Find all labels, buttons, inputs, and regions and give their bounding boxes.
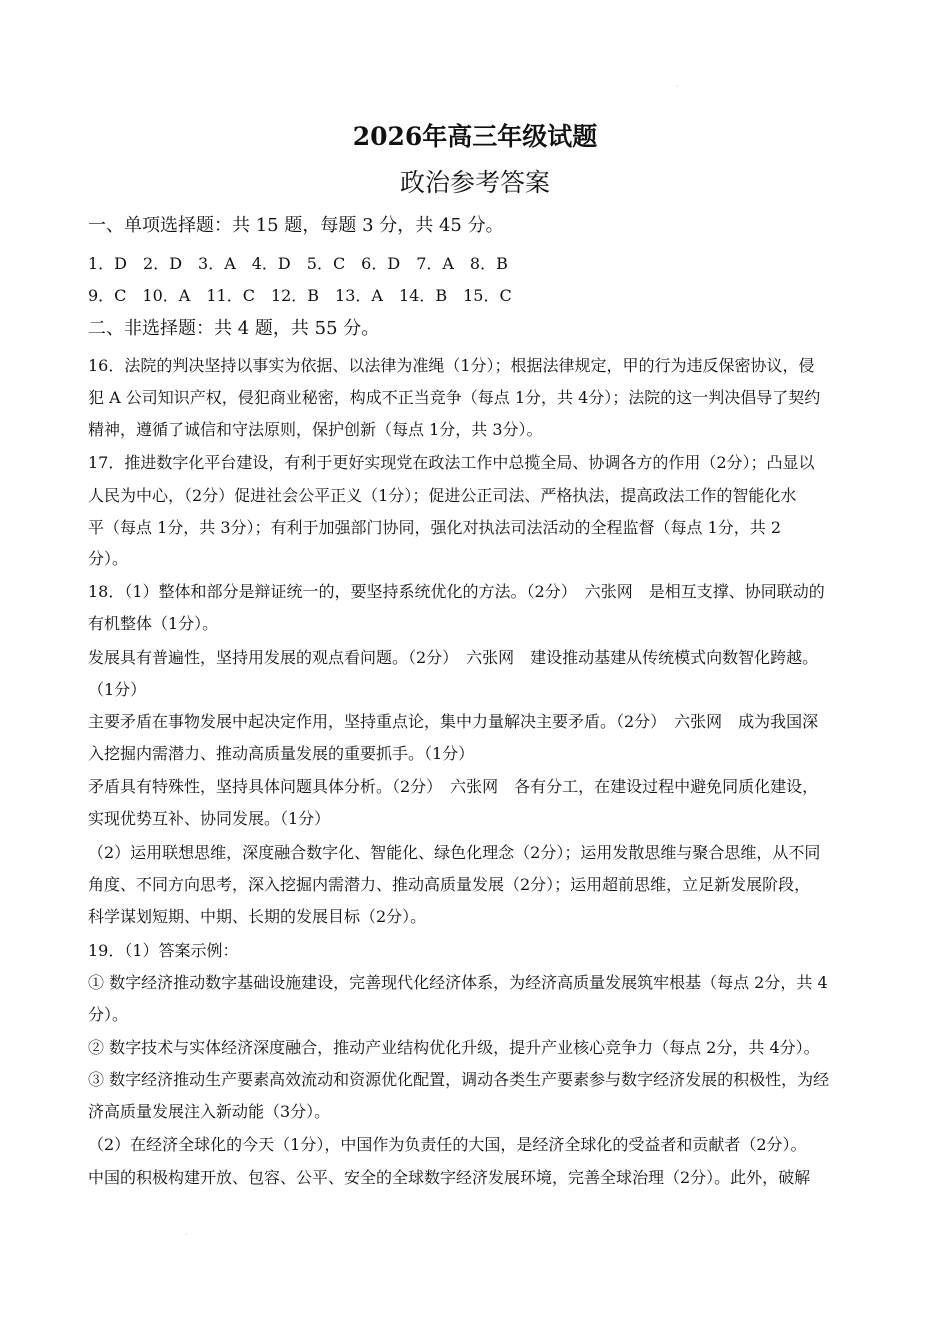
- q18-line: 科学谋划短期、中期、长期的发展目标（2分）。: [88, 907, 427, 926]
- q16-line: 精神，遵循了诚信和守法原则，保护创新（每点 1分，共 3分）。: [88, 420, 543, 439]
- section-heading-choice: 一、单项选择题：共 15 题，每题 3 分，共 45 分。: [88, 215, 504, 236]
- q18-line: 实现优势互补、协同发展。（1分）: [88, 809, 331, 828]
- choice-answers-row: 1．D 2．D 3．A 4．D 5．C 6．D 7．A 8．B: [88, 254, 508, 273]
- choice-answers-row: 9．C 10．A 11．C 12．B 13．A 14．B 15．C: [88, 286, 512, 305]
- page-dot-mark: ·: [676, 82, 679, 91]
- page-subtitle: 政治参考答案: [399, 168, 550, 197]
- q18-line: （2）运用联想思维，深度融合数字化、智能化、绿色化理念（2分）；运用发散思维与聚合思维，从不同: [88, 843, 821, 862]
- page-title: 2026年高三年级试题: [352, 122, 598, 151]
- q18-line: 入挖掘内需潜力、推动高质量发展的重要抓手。（1分）: [88, 744, 475, 763]
- page-dot-mark: ·: [185, 1230, 188, 1239]
- q17-line: 平（每点 1分，共 3分）；有利于加强部门协同，强化对执法司法活动的全程监督（每点 1分，共 2: [88, 518, 782, 537]
- q18-line: （1分）: [88, 680, 147, 699]
- q16-line: 16．法院的判决坚持以事实为依据、以法律为准绳（1分）；根据法律规定，甲的行为违反保密协议，侵: [88, 356, 815, 375]
- q17-line: 17．推进数字化平台建设，有利于更好实现党在政法工作中总揽全局、协调各方的作用（2分）；凸显以: [88, 453, 815, 472]
- q19-line: ① 数字经济推动数字基础设施建设，完善现代化经济体系，为经济高质量发展筑牢根基（每点 2分，共 4: [88, 973, 828, 992]
- q18-line: 主要矛盾在事物发展中起决定作用，坚持重点论，集中力量解决主要矛盾。（2分） 六张网 成为我国深: [88, 712, 819, 731]
- section-heading-open: 二、非选择题：共 4 题，共 55 分。: [88, 318, 380, 339]
- q19-line: 分）。: [88, 1005, 129, 1024]
- q18-line: 有机整体（1分）。: [88, 614, 219, 633]
- q19-line: 济高质量发展注入新动能（3分）。: [88, 1102, 331, 1121]
- q18-line: 矛盾具有特殊性，坚持具体问题具体分析。（2分） 六张网 各有分工，在建设过程中避免同质化建设，: [88, 777, 819, 796]
- q19-line: 中国的积极构建开放、包容、公平、安全的全球数字经济发展环境，完善全球治理（2分）。此外，破解: [88, 1168, 811, 1187]
- q19-line: ③ 数字经济推动生产要素高效流动和资源优化配置，调动各类生产要素参与数字经济发展的积极性，为经: [88, 1070, 830, 1089]
- q17-line: 人民为中心，（2分）促进社会公平正义（1分）；促进公正司法、严格执法，提高政法工作的智能化水: [88, 486, 797, 505]
- q16-line: 犯 A 公司知识产权，侵犯商业秘密，构成不正当竞争（每点 1分，共 4分）；法院的这一判决倡导了契约: [88, 388, 821, 407]
- q18-line: 发展具有普遍性，坚持用发展的观点看问题。（2分） 六张网 建设推动基建从传统模式向数智化跨越。: [88, 648, 819, 667]
- q18-line: 角度、不同方向思考，深入挖掘内需潜力、推动高质量发展（2分）；运用超前思维，立足新发展阶段，: [88, 875, 811, 894]
- q17-line: 分）。: [88, 549, 129, 568]
- q19-line: （2）在经济全球化的今天（1分），中国作为负责任的大国，是经济全球化的受益者和贡献者（2分）。: [88, 1135, 807, 1154]
- q19-line: ② 数字技术与实体经济深度融合，推动产业结构优化升级，提升产业核心竞争力（每点 2分，共 4分）。: [88, 1038, 820, 1057]
- q18-line: 18．（1）整体和部分是辩证统一的，要坚持系统优化的方法。（2分） 六张网 是相互支撑、协同联动的: [88, 582, 825, 601]
- q19-line: 19．（1）答案示例：: [88, 941, 239, 960]
